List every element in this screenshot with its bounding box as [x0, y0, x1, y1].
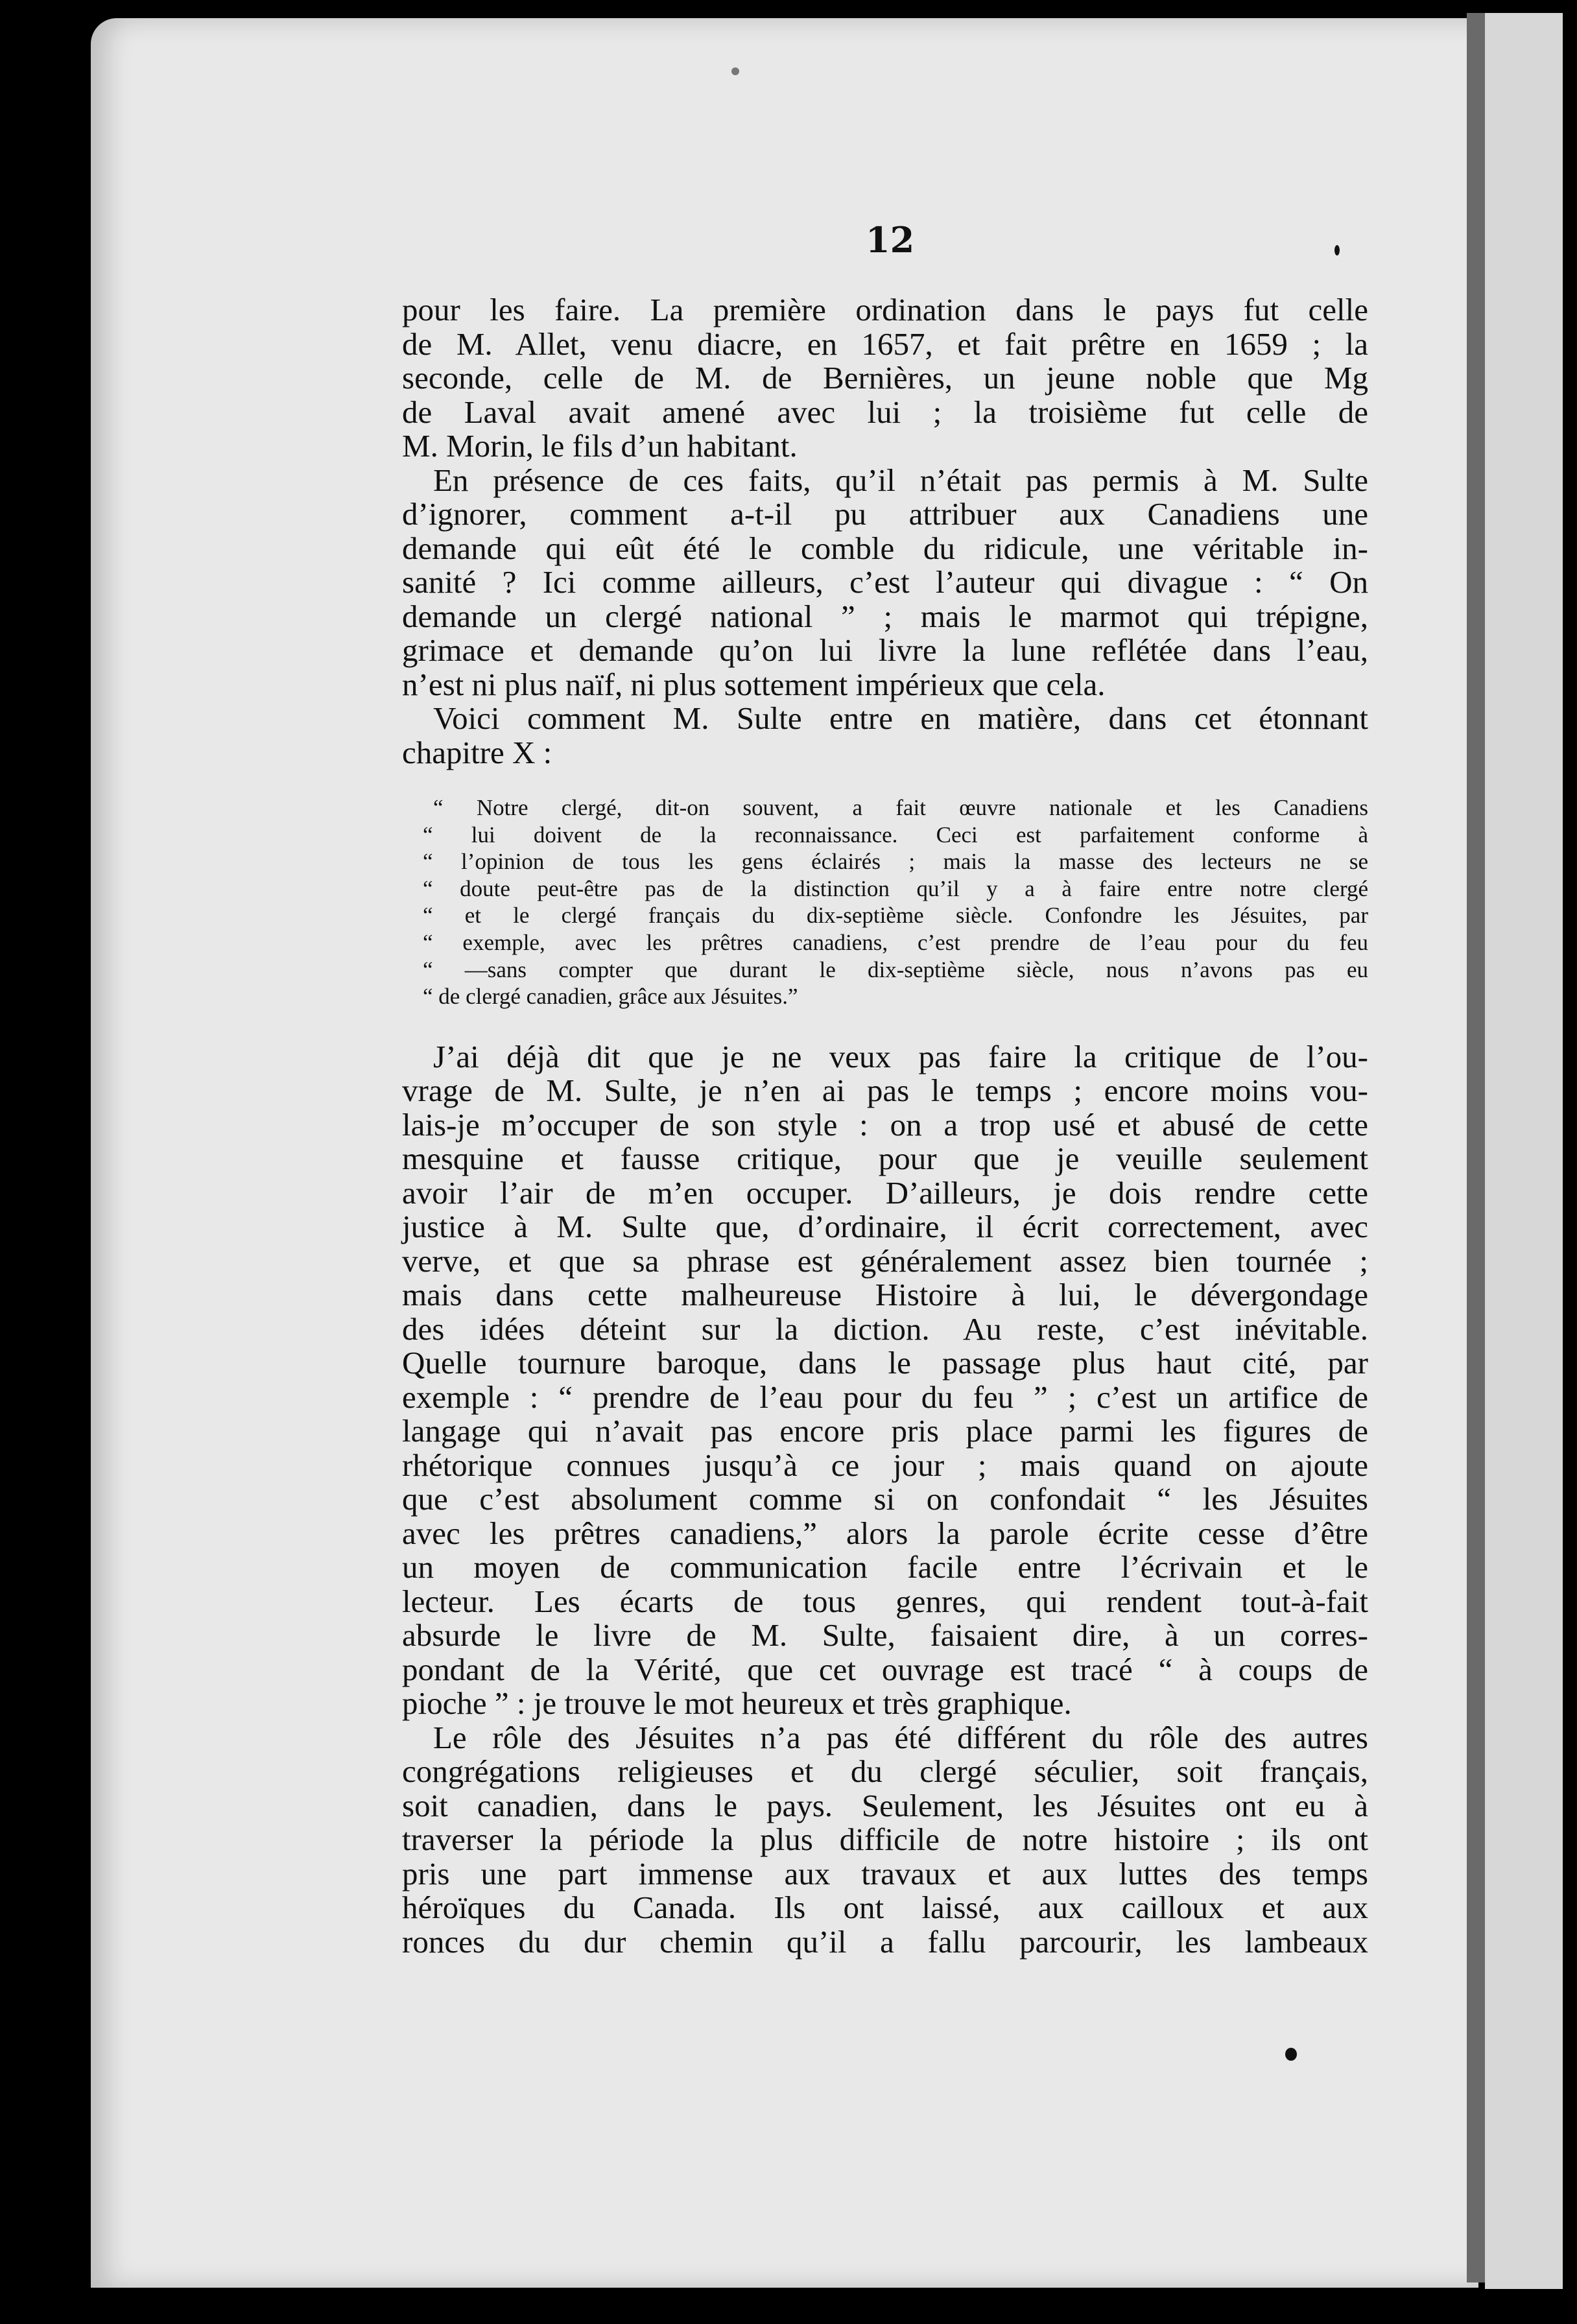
text-line: En présence de ces faits, qu’il n’était pas permis à M. Sulte [433, 462, 1368, 498]
block-quote [402, 794, 1368, 1010]
text-line: congrégations religieuses et du clergé séculier, soit français, [402, 1753, 1368, 1790]
text-line: vrage de M. Sulte, je n’en ai pas le temps ; encore moins vou- [402, 1073, 1368, 1109]
page-gutter-shadow [1467, 13, 1485, 2282]
text-line: Voici comment M. Sulte entre en matière, dans cet étonnant [433, 700, 1368, 736]
paragraph-3 [402, 702, 1368, 770]
text-line: lais-je m’occuper de son style : on a trop usé et abusé de cette [402, 1106, 1368, 1143]
quote-line: “ Notre clergé, dit-on souvent, a fait œuvre nationale et les Canadiens [433, 795, 1368, 820]
text-line: verve, et que sa phrase est généralement assez bien tournée ; [402, 1242, 1368, 1279]
text-line: de M. Allet, venu diacre, en 1657, et fait prêtre en 1659 ; la [402, 326, 1368, 362]
quote-line: “ et le clergé français du dix-septième siècle. Confondre les Jésuites, par [423, 903, 1368, 929]
text-line: justice à M. Sulte que, d’ordinaire, il écrit correctement, avec [402, 1209, 1368, 1245]
text-line: Quelle tournure baroque, dans le passage plus haut cité, par [402, 1345, 1368, 1381]
paragraph-2 [402, 464, 1368, 702]
ink-speck [731, 67, 739, 75]
text-line: grimace et demande qu’on lui livre la lune reflétée dans l’eau, [402, 632, 1368, 668]
text-line: n’est ni plus naïf, ni plus sottement impérieux que cela. [402, 666, 1106, 702]
text-line: exemple : “ prendre de l’eau pour du feu ” ; c’est un artifice de [402, 1379, 1368, 1415]
text-line: lecteur. Les écarts de tous genres, qui rendent tout-à-fait [402, 1583, 1368, 1619]
text-line: pioche ” : je trouve le mot heureux et très graphique. [402, 1685, 1072, 1722]
text-line: d’ignorer, comment a-t-il pu attribuer aux Canadiens une [402, 496, 1368, 532]
text-line: un moyen de communication facile entre l’écrivain et le [402, 1549, 1368, 1585]
text-line: avec les prêtres canadiens,” alors la parole écrite cesse d’être [402, 1515, 1368, 1551]
ink-speck [1285, 2048, 1297, 2061]
text-line: mais dans cette malheureuse Histoire à lui, le dévergondage [402, 1277, 1368, 1313]
text-line: absurde le livre de M. Sulte, faisaient dire, à un corres- [402, 1617, 1368, 1654]
adjacent-page-edge [1485, 13, 1563, 2289]
text-line: sanité ? Ici comme ailleurs, c’est l’auteur qui divague : “ On [402, 564, 1368, 600]
paragraph-1 [402, 293, 1368, 464]
text-line: pour les faire. La première ordination dans le pays fut celle [402, 292, 1368, 327]
text-line: ronces du dur chemin qu’il a fallu parcourir, les lambeaux [402, 1923, 1368, 1960]
text-line: pondant de la Vérité, que cet ouvrage est tracé “ à coups de [402, 1651, 1368, 1687]
text-line: M. Morin, le fils d’un habitant. [402, 428, 798, 464]
text-line: pris une part immense aux travaux et aux luttes des temps [402, 1855, 1368, 1891]
text-line: des idées déteint sur la diction. Au reste, c’est inévitable. [402, 1310, 1368, 1347]
text-line: héroïques du Canada. Ils ont laissé, aux cailloux et aux [402, 1890, 1368, 1926]
text-line: de Laval avait amené avec lui ; la troisième fut celle de [402, 394, 1368, 430]
page-text [402, 293, 1368, 1959]
text-line: rhétorique connues jusqu’à ce jour ; mais quand on ajoute [402, 1447, 1368, 1483]
quote-line: “ —sans compter que durant le dix-septième siècle, nous n’avons pas eu [423, 956, 1368, 982]
text-line: traverser la période la plus difficile de notre histoire ; ils ont [402, 1821, 1368, 1858]
text-line: chapitre X : [402, 734, 552, 770]
quote-line: “ de clergé canadien, grâce aux Jésuites.” [423, 984, 798, 1010]
text-line: avoir l’air de m’en occuper. D’ailleurs, je dois rendre cette [402, 1174, 1368, 1211]
paragraph-5 [402, 1721, 1368, 1960]
text-line: mesquine et fausse critique, pour que je veuille seulement [402, 1141, 1368, 1177]
quote-line: “ l’opinion de tous les gens éclairés ; mais la masse des lecteurs ne se [423, 849, 1368, 875]
text-line: demande qui eût été le comble du ridicule, une véritable in- [402, 530, 1368, 566]
text-line: J’ai déjà dit que je ne veux pas faire la critique de l’ou- [433, 1038, 1368, 1074]
text-line: demande un clergé national ” ; mais le marmot qui trépigne, [402, 598, 1368, 634]
text-line: soit canadien, dans le pays. Seulement, les Jésuites ont eu à [402, 1787, 1368, 1823]
text-line: que c’est absolument comme si on confondait “ les Jésuites [402, 1481, 1368, 1517]
text-line: seconde, celle de M. de Bernières, un jeune noble que Mg [402, 360, 1368, 396]
page-number: 12 [866, 219, 915, 261]
text-line: langage qui n’avait pas encore pris place parmi les figures de [402, 1413, 1368, 1449]
ink-speck [1334, 245, 1340, 255]
text-line: Le rôle des Jésuites n’a pas été différent du rôle des autres [433, 1719, 1368, 1755]
paragraph-4 [402, 1040, 1368, 1721]
quote-line: “ doute peut-être pas de la distinction qu’il y a à faire entre notre clergé [423, 875, 1368, 901]
quote-line: “ lui doivent de la reconnaissance. Ceci est parfaitement conforme à [423, 822, 1368, 848]
quote-line: “ exemple, avec les prêtres canadiens, c’est prendre de l’eau pour du feu [423, 929, 1368, 955]
